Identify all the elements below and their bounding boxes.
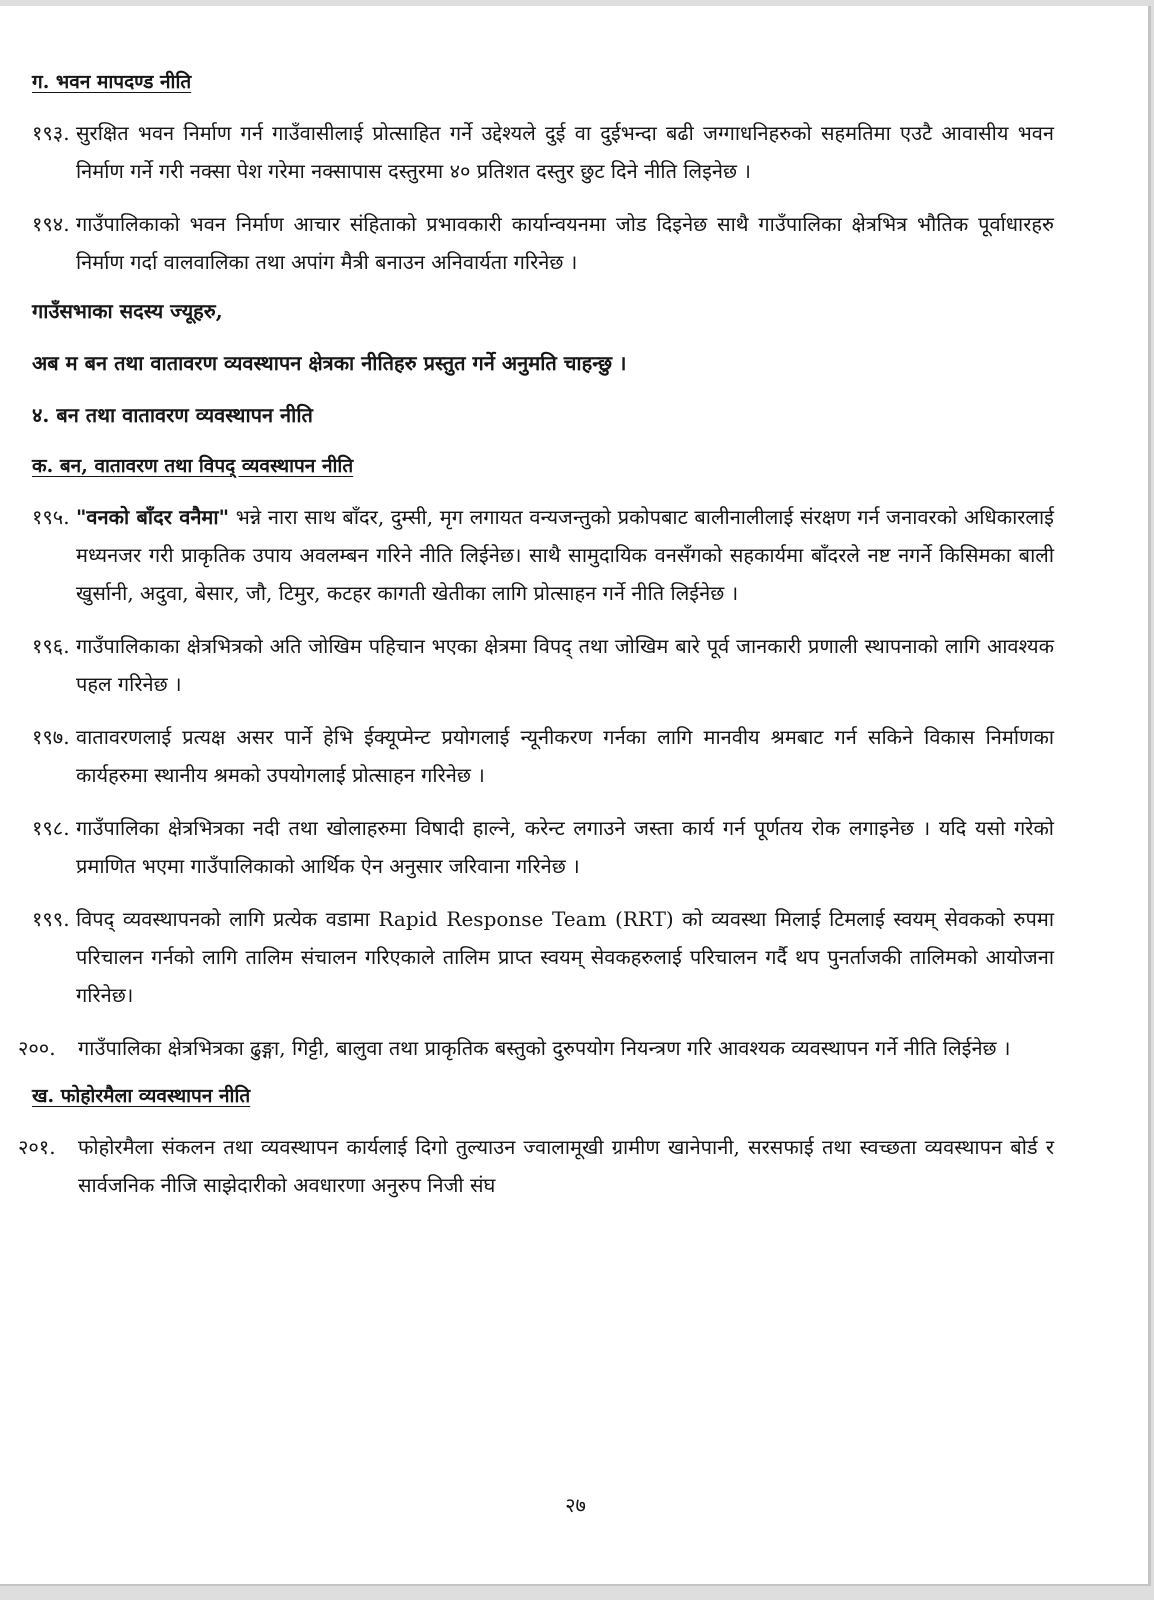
paragraph-text: गाउँपालिकाको भवन निर्माण आचार संहिताको प्रभावकारी कार्यान्वयनमा जोड दिइनेछ साथै गाउँपालिका क्षेत्रभित्र भौतिक पूर्वाधारहरु निर्माण गर्दा वालवालिका तथा अपांग मैत्री बनाउन अनिवार्यता गरिनेछ । [76,212,1054,274]
paragraph-text: गाउँपालिका क्षेत्रभित्रका नदी तथा खोलाहरुमा विषादी हाल्ने, करेन्ट लगाउने जस्ता कार्य गर्न पूर्णतय रोक लगाइनेछ । यदि यसो गरेको प्रमाणित भएमा गाउँपालिकाको आर्थिक ऐन अनुसार जरिवाना गरिनेछ । [76,816,1054,878]
paragraph-198 [32,809,1054,885]
paragraph-body: भन्ने नारा साथ बाँदर, दुम्सी, मृग लगायत वन्यजन्तुको प्रकोपबाट बालीनालीलाई संरक्षण गर्न जनावरको अधिकारलाई मध्यनजर गरी प्राकृतिक उपाय अवलम्बन गरिने नीति लिईनेछ। साथै सामुदायिक वनसँगको सहकार्यमा बाँदरले नष्ट नगर्ने किसिमका बाली खुर्सानी, अदुवा, बेसार, जौ, टिमुर, कटहर कागती खेतीका लागि प्रोत्साहन गर्ने नीति लिईनेछ । [76,505,1054,605]
paragraph-text: सुरक्षित भवन निर्माण गर्न गाउँवासीलाई प्रोत्साहित गर्ने उद्देश्यले दुई वा दुईभन्दा बढी जग्गाधनिहरुको सहमतिमा एउटै आवासीय भवन निर्माण गर्ने गरी नक्सा पेश गरेमा नक्सापास दस्तुरमा ४० प्रतिशत दस्तुर छुट दिने नीति लिइनेछ । [76,121,1054,183]
paragraph-number: १९८. [32,816,70,840]
page-content [18,68,1054,1219]
subsection-heading-forest-disaster: क. बन, वातावरण तथा विपद् व्यवस्थापन नीति [32,455,354,477]
paragraph-text: वातावरणलाई प्रत्यक्ष असर पार्ने हेभि ईक्यूप्मेन्ट प्रयोगलाई न्यूनीकरण गर्नका लागि मानवीय श्रमबाट गर्न सकिने विकास निर्माणका कार्यहरुमा स्थानीय श्रमको उपयोगलाई प्रोत्साहन गरिनेछ । [76,725,1054,787]
paragraph-number: २००. [18,1036,56,1060]
paragraph-text: फोहोरमैला संकलन तथा व्यवस्थापन कार्यलाई दिगो तुल्याउन ज्वालामूखी ग्रामीण खानेपानी, सरसफाई तथा स्वच्छता व्यवस्थापन बोर्ड र सार्वजनिक नीजि साझेदारीको अवधारणा अनुरुप निजी संघ [78,1135,1054,1197]
paragraph-200 [18,1029,1054,1067]
paragraph-199 [32,900,1054,1014]
paragraph-text [76,498,1054,612]
address-line: गाउँसभाका सदस्य ज्यूहरु, [32,299,223,323]
paragraph-number: १९४. [32,212,70,236]
paragraph-194 [32,205,1054,281]
paragraph-195 [32,498,1054,612]
paragraph-number: १९५. [32,505,70,529]
paragraph-number: १९९. [32,907,70,931]
paragraph-text: गाउँपालिका क्षेत्रभित्रका ढुङ्गा, गिट्टी, बालुवा तथा प्राकृतिक बस्तुको दुरुपयोग नियन्त्रण गरि आवश्यक व्यवस्थापन गर्ने नीति लिईनेछ । [78,1036,1011,1060]
subsection-heading-waste-management: ख. फोहोरमैला व्यवस्थापन नीति [32,1085,251,1107]
page-number: २७ [565,1493,586,1517]
request-line: अब म बन तथा वातावरण व्यवस्थापन क्षेत्रका नीतिहरु प्रस्तुत गर्ने अनुमति चाहन्छु । [32,351,627,375]
paragraph-197 [32,718,1054,794]
section-heading-building-standards: ग. भवन मापदण्ड नीति [32,71,192,93]
paragraph-number: १९७. [32,725,70,749]
slogan-text: "वनको बाँदर वनैमा" [76,505,229,529]
paragraph-number: १९६. [32,634,70,658]
paragraph-number: २०१. [18,1135,56,1159]
paragraph-201 [18,1128,1054,1204]
document-page [0,6,1151,1586]
paragraph-text: विपद् व्यवस्थापनको लागि प्रत्येक वडामा Rapid Response Team (RRT) को व्यवस्था मिलाई टिमलाई स्वयम् सेवकको रुपमा परिचालन गर्नको लागि तालिम संचालन गरिएकाले तालिम प्राप्त स्वयम् सेवकहरुलाई परिचालन गर्दै थप पुनर्ताजकी तालिमको आयोजना गरिनेछ। [76,907,1054,1007]
section-heading-forest-environment: ४. बन तथा वातावरण व्यवस्थापन नीति [32,403,313,427]
paragraph-text: गाउँपालिकाका क्षेत्रभित्रको अति जोखिम पहिचान भएका क्षेत्रमा विपद् तथा जोखिम बारे पूर्व जानकारी प्रणाली स्थापनाको लागि आवश्यक पहल गरिनेछ । [76,634,1054,696]
paragraph-number: १९३. [32,121,70,145]
paragraph-196 [32,627,1054,703]
paragraph-193 [32,114,1054,190]
